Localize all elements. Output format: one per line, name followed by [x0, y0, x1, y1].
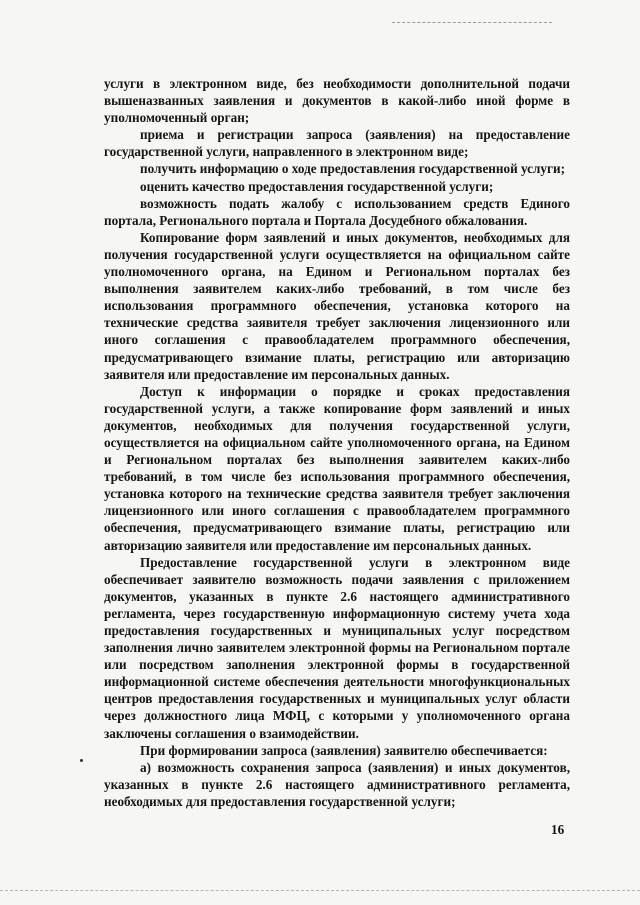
paragraph-10: а) возможность сохранения запроса (заявления) и иных документов, указанных в пункте 2.6 настоящего административного регламента, необходимых для предоставления государственной услуги; — [104, 759, 570, 809]
scan-artifact-top — [392, 22, 552, 23]
scan-speck — [80, 759, 83, 762]
paragraph-4: оценить качество предоставления государственной услуги; — [140, 178, 494, 194]
paragraph-1: услуги в электронном виде, без необходимости дополнительной подачи вышеназванных заявления и документов в какой-либо иной форме в уполномоченный орган; — [104, 76, 570, 126]
paragraph-7: Доступ к информации о порядке и сроках предоставления государственной услуги, а также копирование форм заявлений и иных документов, необходимых для получения государственной услуги, осуществляется на официальном сайте уполномоченного органа, на Едином и Региональном порталах без выполнения заявителем каких-либо требований, в том числе без использования программного обеспечения, установка которого на технические средства заявителя требует заключения лицензионного или иного соглашения с правообладателем программного обеспечения, предусматривающего взимание платы, регистрацию или авторизацию заявителя или предоставление им персональных данных. — [104, 383, 570, 553]
page-number: 16 — [551, 822, 565, 837]
paragraph-6: Копирование форм заявлений и иных документов, необходимых для получения государственной услуги осуществляется на официальном сайте уполномоченного органа, на Едином и Региональном порталах без выполнения заявителем каких-либо требований, в том числе без использования программного обеспечения, установка которого на технические средства заявителя требует заключения лицензионного или иного соглашения с правообладателем программного обеспечения, предусматривающего взимание платы, регистрацию или авторизацию заявителя или предоставление им персональных данных. — [104, 229, 570, 382]
body-text — [104, 75, 570, 810]
paragraph-9: При формировании запроса (заявления) заявителю обеспечивается: — [140, 742, 548, 758]
scan-artifact-bottom — [0, 890, 640, 891]
paragraph-5: возможность подать жалобу с использованием средств Единого портала, Регионального портала и Портала Досудебного обжалования. — [104, 195, 570, 228]
paragraph-8: Предоставление государственной услуги в электронном виде обеспечивает заявителю возможность подачи заявления с приложением документов, указанных в пункте 2.6 настоящего административного регламента, через государственную информационную систему учета хода предоставления государственных и муниципальных услуг посредством заполнения лично заявителем электронной формы на Региональном портале или посредством заполнения электронной формы в государственной информационной системе обеспечения деятельности многофункциональных центров предоставления государственных и муниципальных услуг области через должностного лица МФЦ, с которыми у уполномоченного органа заключены соглашения о взаимодействии. — [104, 554, 570, 741]
paragraph-2: приема и регистрации запроса (заявления) на предоставление государственной услуги, направленного в электронном виде; — [104, 127, 570, 160]
paragraph-3: получить информацию о ходе предоставления государственной услуги; — [140, 161, 566, 177]
